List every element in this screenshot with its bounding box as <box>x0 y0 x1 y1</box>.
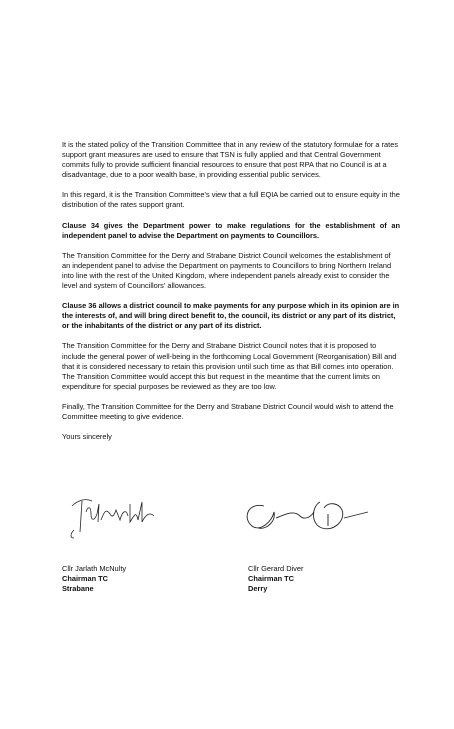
signoff: Yours sincerely <box>62 432 112 442</box>
signature-mcnulty-scribble <box>64 492 174 547</box>
paragraph-tsn-policy: It is the stated policy of the Transition Committee that in any review of the statutory formulae for a rates support grant measures are used to ensure that TSN is fully applied and that Central Government commits fully to provide sufficient financial resources to ensure that post RPA that no Council is at a disadvantage, due to a poor wealth base, in providing essential public services. <box>62 140 399 180</box>
signatory-name: Cllr Jarlath McNulty <box>62 564 127 573</box>
signatory-place: Strabane <box>62 584 94 593</box>
signatory-name: Cllr Gerard Diver <box>248 564 304 573</box>
paragraph-independent-panel: The Transition Committee for the Derry and Strabane District Council welcomes the establishment of an independent panel to advise the Department on payments to Councillors to bring Northern Ireland into line with the rest of the United Kingdom, where independent panels already exist to consider the level and system of Councillors' allowances. <box>62 250 392 291</box>
paragraph-eqia: In this regard, it is the Transition Committee's view that a full EQIA be carried out to ensure equity in the distribution of the rates support grant. <box>62 190 400 210</box>
signature-mcnulty <box>64 492 174 547</box>
signature-diver <box>236 496 386 536</box>
signatory-left <box>62 564 126 594</box>
signature-diver-scribble <box>236 496 386 536</box>
paragraph-clause-34: Clause 34 gives the Department power to make regulations for the establishment of an independent panel to advise the Department on payments to Councillors. <box>62 220 400 240</box>
paragraph-evidence: Finally, The Transition Committee for the Derry and Strabane District Council would wish to attend the Committee meeting to give evidence. <box>62 401 394 421</box>
paragraph-clause-36: Clause 36 allows a district council to make payments for any purpose which in its opinion are in the interests of, and will bring direct benefit to, the council, its district or any part of its district, or the inhabitants of the district or any part of its district. <box>62 301 400 331</box>
signatory-right <box>248 564 303 594</box>
letter-body <box>62 140 400 452</box>
paragraph-well-being: The Transition Committee for the Derry and Strabane District Council notes that it is proposed to include the general power of well-being in the forthcoming Local Government (Reorganisation) Bill and that it is considered necessary to retain this provision until such time as that Bill comes into operation. The Transition Committee would accept this but request in the meantime that the current limits on expenditure for special purposes be reviewed as they are too low. <box>62 341 397 391</box>
signatory-role: Chairman TC <box>62 574 108 583</box>
signatory-place: Derry <box>248 584 268 593</box>
signatory-role: Chairman TC <box>248 574 294 583</box>
